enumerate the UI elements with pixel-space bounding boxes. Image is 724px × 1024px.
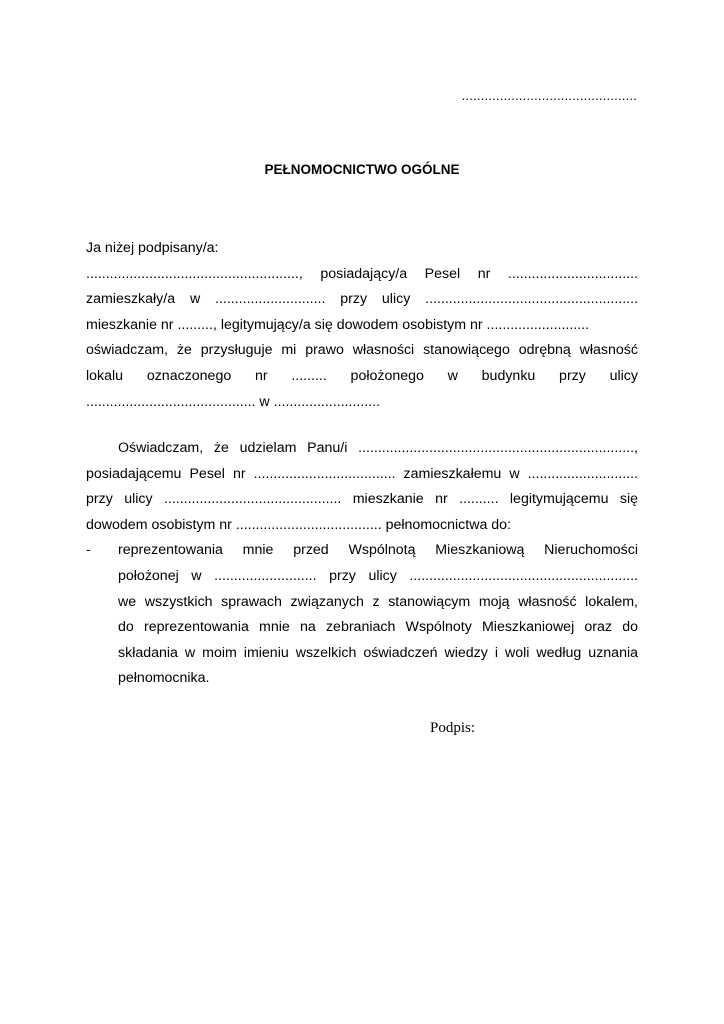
list-item-line: składania w moim imieniu wszelkich oświadczeń wiedzy i woli według uznania xyxy=(118,644,638,661)
intro-line: Ja niżej podpisany/a: xyxy=(86,240,219,256)
declarant-line: zamieszkały/a w ............................ przy ulicy ...................................................... xyxy=(86,291,638,308)
list-item-line: pełnomocnika. xyxy=(118,670,210,687)
list-item-line: reprezentowania mnie przed Wspólnotą Mieszkaniową Nieruchomości xyxy=(118,542,638,559)
authorization-line: przy ulicy ............................................. mieszkanie nr .......... legitymującemu się xyxy=(86,491,638,508)
list-item-line: położonej w .......................... przy ulicy .......................................................... xyxy=(118,567,638,584)
list-item-line: we wszystkich sprawach związanych z stanowiącym moją własność lokalem, xyxy=(118,593,638,610)
declarant-line: ........................................... w ........................... xyxy=(86,393,381,410)
place-date-line: .............................................. xyxy=(461,88,637,103)
declarant-line: mieszkanie nr ........., legitymujący/a się dowodem osobistym nr .......................... xyxy=(86,316,590,333)
signature-label: Podpis: xyxy=(430,720,476,736)
authorization-line: Oświadczam, że udzielam Panu/i ......................................................................, xyxy=(118,440,638,456)
list-item-line: do reprezentowania mnie na zebraniach Wspólnoty Mieszkaniowej oraz do xyxy=(118,619,638,636)
declarant-line: oświadczam, że przysługuje mi prawo własności stanowiącego odrębną własność xyxy=(86,342,638,359)
document-title: PEŁNOMOCNICTWO OGÓLNE xyxy=(264,162,460,177)
authorization-line: dowodem osobistym nr ..................................... pełnomocnictwa do: xyxy=(86,516,512,533)
authorization-section xyxy=(86,436,638,692)
declarant-line: lokalu oznaczonego nr ......... położonego w budynku przy ulicy xyxy=(86,367,638,384)
list-marker: - xyxy=(86,542,91,559)
authorization-line: posiadającemu Pesel nr .................................... zamieszkałemu w ............................ xyxy=(86,465,638,482)
declarant-section xyxy=(86,236,638,415)
list-item xyxy=(86,538,638,564)
declarant-line: ......................................................, posiadający/a Pesel nr ................................. xyxy=(86,265,638,282)
